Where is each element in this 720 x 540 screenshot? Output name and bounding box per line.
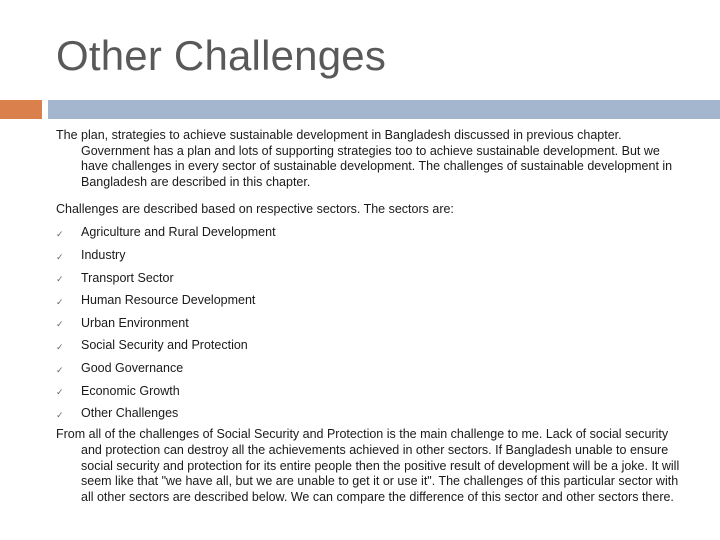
sector-label: Transport Sector	[81, 270, 174, 285]
intro-paragraph: The plan, strategies to achieve sustainable development in Bangladesh discussed in previous chapter. Government has a plan and lots of supporting strategies too to achieve sustainable development. But we have challenges in every sector of sustainable development. The challenges of sustainable development in Bangladesh are described in this chapter.	[56, 128, 673, 189]
list-item	[56, 403, 686, 426]
check-icon: ✓	[56, 296, 64, 307]
check-icon: ✓	[56, 409, 64, 420]
list-item	[56, 335, 686, 358]
list-item	[56, 267, 686, 290]
accent-bar-orange	[0, 100, 42, 119]
sector-label: Economic Growth	[81, 383, 180, 398]
check-icon: ✓	[56, 341, 64, 352]
slide-body	[56, 128, 686, 505]
check-icon: ✓	[56, 387, 64, 398]
list-item	[56, 245, 686, 268]
list-item	[56, 290, 686, 313]
check-icon: ✓	[56, 274, 64, 285]
page-title: Other Challenges	[56, 32, 387, 79]
check-icon: ✓	[56, 364, 64, 375]
sector-label: Other Challenges	[81, 406, 179, 421]
list-item	[56, 380, 686, 403]
sector-label: Urban Environment	[81, 315, 189, 330]
sector-label: Social Security and Protection	[81, 338, 248, 353]
accent-bar-blue	[48, 100, 720, 119]
check-icon: ✓	[56, 319, 64, 330]
sector-label: Agriculture and Rural Development	[81, 225, 276, 240]
conclusion-paragraph: From all of the challenges of Social Security and Protection is the main challenge to me. Lack of social security and protection can destroy all the achievements achieved in other sectors. If Bangladesh unable to ensure social security and protection for its entire people then the positive result of development will be a joke. It will seem like that "we have all, but we are unable to get it or use it". The challenges of this particular sector with all other sectors are described below. We can compare the difference of this sector and other sectors there.	[56, 427, 680, 504]
list-item	[56, 312, 686, 335]
list-item	[56, 222, 686, 245]
sector-label: Good Governance	[81, 361, 184, 376]
sector-label: Industry	[81, 248, 126, 263]
list-item	[56, 358, 686, 381]
check-icon: ✓	[56, 228, 64, 239]
check-icon: ✓	[56, 251, 64, 262]
sector-label: Human Resource Development	[81, 293, 256, 308]
sectors-intro: Challenges are described based on respective sectors. The sectors are:	[56, 202, 454, 217]
sector-list	[56, 222, 686, 425]
